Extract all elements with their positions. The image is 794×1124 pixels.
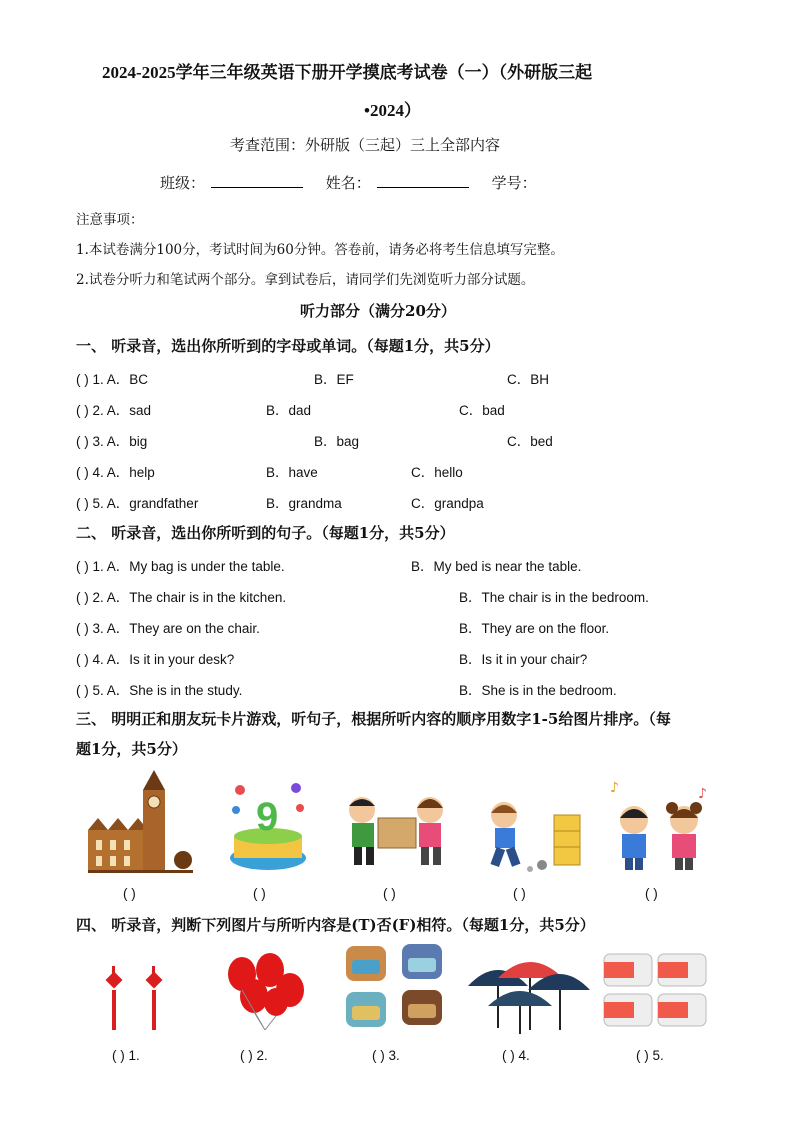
part4-heading: 四、 听录音，判断下列图片与所听内容是(T)否(F)相符。（每题1分，共5分） [76,916,595,934]
part3-blank-4[interactable]: ( ) [513,886,526,901]
balloons-image [220,952,310,1032]
part1-q1-b: B．EF [314,372,354,387]
part4-label-2[interactable]: ( ) 2. [240,1048,268,1063]
class-label: 班级： [160,174,206,192]
part4-label-3[interactable]: ( ) 3. [372,1048,400,1063]
part1-q5-b: B．grandma [266,496,342,511]
part1-q2-c: C．bad [459,403,505,418]
id-label: 学号： [491,174,537,192]
erasers-image [600,950,712,1030]
schoolbags-image [340,940,450,1035]
notice-title: 注意事项： [76,212,144,228]
part1-q4-c: C．hello [411,465,463,480]
part4-label-5[interactable]: ( ) 5. [636,1048,664,1063]
svg-text:♪: ♪ [610,780,619,796]
part1-q2-a: ( ) 2. A．sad [76,403,152,418]
part1-q4-b: B．have [266,465,318,480]
birthday-cake-image [228,778,308,873]
umbrellas-image [468,956,593,1036]
section-title: 听力部分（满分20分） [300,302,456,320]
part3-blank-3[interactable]: ( ) [383,886,396,901]
part1-q1-a: ( ) 1. A．BC [76,372,149,387]
svg-text:9: 9 [256,795,279,839]
part1-q2-b: B．dad [266,403,312,418]
student-info [160,172,537,193]
part1-q5-a: ( ) 5. A．grandfather [76,496,199,511]
part2-q1-b: B．My bed is near the table. [411,559,582,574]
part1-q5-c: C．grandpa [411,496,484,511]
part1-q1-c: C．BH [507,372,550,387]
part2-q5-a: ( ) 5. A．She is in the study. [76,683,243,698]
notice-line-1: 1.本试卷满分100分，考试时间为60分钟。答卷前，请务必将考生信息填写完整。 [76,242,564,258]
part2-q4-a: ( ) 4. A．Is it in your desk? [76,652,235,667]
kids-carrying-box-image [342,792,452,872]
title-line-2: •2024） [364,101,421,120]
part1-q3-b: B．bag [314,434,360,449]
part2-heading: 二、 听录音，选出你所听到的句子。（每题1分，共5分） [76,524,455,542]
part2-q2-b: B．The chair is in the bedroom. [459,590,649,605]
part4-label-4[interactable]: ( ) 4. [502,1048,530,1063]
big-ben-image [88,770,198,875]
part1-q3-c: C．bed [507,434,553,449]
kids-singing-image [610,780,715,872]
part3-blank-2[interactable]: ( ) [253,886,266,901]
part3-heading-line-1: 三、 明明正和朋友玩卡片游戏，听句子，根据所听内容的顺序用数字1-5给图片排序。（每 [76,710,671,728]
chinese-knots-image [98,966,173,1036]
part3-heading-line-2: 题1分，共5分） [76,740,187,758]
svg-text:♪: ♪ [698,786,707,802]
title-line-1: 2024-2025学年三年级英语下册开学摸底考试卷（一）（外研版三起 [102,63,593,82]
part3-blank-5[interactable]: ( ) [645,886,658,901]
boy-running-image [482,795,587,875]
part3-blank-1[interactable]: ( ) [123,886,136,901]
part1-q3-a: ( ) 3. A．big [76,434,148,449]
part1-q4-a: ( ) 4. A．help [76,465,155,480]
part2-q5-b: B．She is in the bedroom. [459,683,617,698]
part2-q4-b: B．Is it in your chair? [459,652,588,667]
part1-heading: 一、 听录音，选出你所听到的字母或单词。（每题1分，共5分） [76,337,500,355]
part4-label-1[interactable]: ( ) 1. [112,1048,140,1063]
part2-q3-b: B．They are on the floor. [459,621,610,636]
notice-line-2: 2.试卷分听力和笔试两个部分。拿到试卷后，请同学们先浏览听力部分试题。 [76,272,535,288]
name-label: 姓名： [325,174,371,192]
part2-q3-a: ( ) 3. A．They are on the chair. [76,621,260,636]
class-blank[interactable] [211,173,303,188]
name-blank[interactable] [377,173,469,188]
exam-scope: 考查范围：外研版（三起）三上全部内容 [230,136,501,154]
part2-q1-a: ( ) 1. A．My bag is under the table. [76,559,285,574]
part2-q2-a: ( ) 2. A．The chair is in the kitchen. [76,590,287,605]
